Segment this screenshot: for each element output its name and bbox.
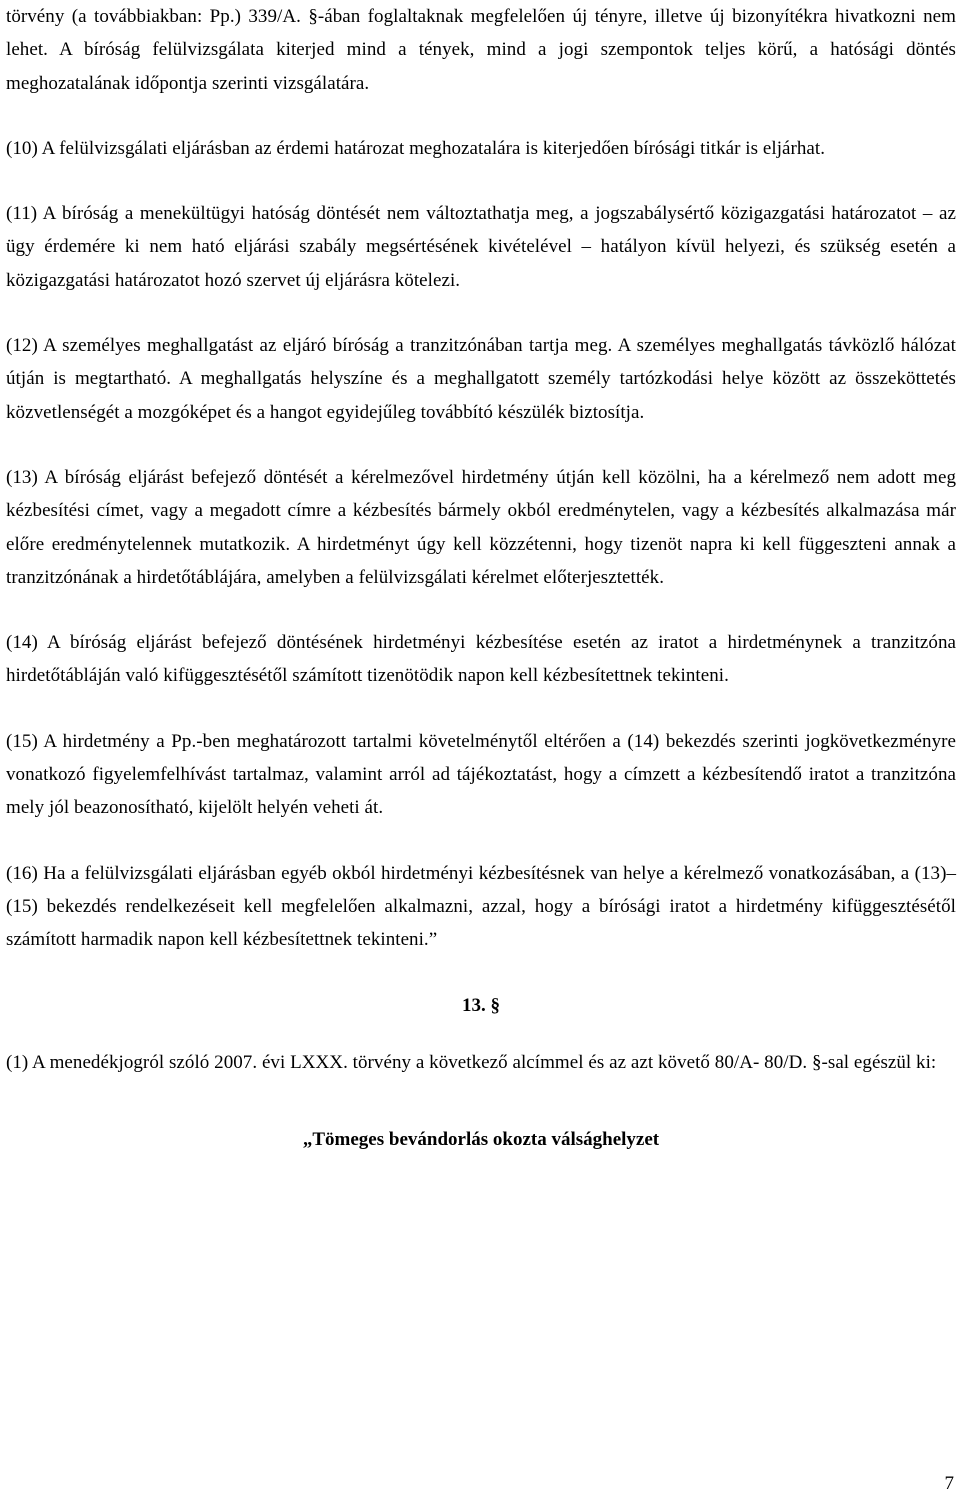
paragraph-continuation: törvény (a továbbiakban: Pp.) 339/A. §-ában foglaltaknak megfelelően új tényre, illetve új bizonyítékra hivatkozni nem lehet. A bíróság felülvizsgálata kiterjed mind a tények, mind a jogi szempontok teljes körű, a hatósági döntés meghozatalának időpontja szerinti vizsgálatára. <box>6 6 956 94</box>
paragraph-gap <box>6 429 956 461</box>
paragraph-gap <box>6 297 956 329</box>
paragraph-gap <box>6 1079 956 1123</box>
page-number: 7 <box>944 1473 954 1494</box>
paragraph-13: (13) A bíróság eljárást befejező döntését a kérelmezővel hirdetmény útján kell közölni, ha a kérelmező nem adott meg kézbesítési címet, vagy a megadott címre a kézbesítés bármely okból eredménytelen, vagy a kézbesítés alkalmazása már előre eredménytelennek mutatkozik. A hirdetményt úgy kell közzétenni, hogy tizenöt napra ki kell függeszteni annak a tranzitzónának a hirdetőtáblájára, amelyben a felülvizsgálati kérelmet előterjesztették. <box>6 466 956 588</box>
section-paragraph: (1) A menedékjogról szóló 2007. évi LXXX. törvény a következő alcímmel és az azt követő 80/A- 80/D. §-sal egészül ki: <box>6 1051 937 1073</box>
document-page <box>6 0 956 1156</box>
paragraph-gap <box>6 957 956 989</box>
section-number: 13. § <box>462 994 500 1016</box>
paragraph-gap <box>6 165 956 197</box>
paragraph-gap <box>6 594 956 626</box>
paragraph-gap <box>6 693 956 725</box>
paragraph-14: (14) A bíróság eljárást befejező döntésének hirdetményi kézbesítése esetén az iratot a hirdetménynek a tranzitzóna hirdetőtábláján való kifüggesztésétől számított tizenötödik napon kell kézbesítettnek tekinteni. <box>6 632 956 687</box>
paragraph-16: (16) Ha a felülvizsgálati eljárásban egyéb okból hirdetményi kézbesítésnek van helye a kérelmező vonatkozásában, a (13)–(15) bekezdés rendelkezéseit kell megfelelően alkalmazni, azzal, hogy a bírósági iratot a hirdetmény kifüggesztésétől számított harmadik napon kell kézbesítettnek tekinteni.” <box>6 862 956 951</box>
paragraph-12: (12) A személyes meghallgatást az eljáró bíróság a tranzitzónában tartja meg. A személyes meghallgatás távközlő hálózat útján is megtartható. A meghallgatás helyszíne és a meghallgatott személy tartózkodási helye között az összeköttetés közvetlenségét a mozgóképet és a hangot egyidejűleg továbbító készülék biztosítja. <box>6 335 956 423</box>
subtitle-heading: „Tömeges bevándorlás okozta válsághelyzet <box>302 1128 660 1150</box>
paragraph-gap <box>6 825 956 857</box>
paragraph-11: (11) A bíróság a menekültügyi hatóság döntését nem változtathatja meg, a jogszabálysértő közigazgatási határozatot ‒ az ügy érdemére ki nem ható eljárási szabály megsértésének kivételével ‒ hatályon kívül helyezi, és szükség esetén a közigazgatási határozatot hozó szervet új eljárásra kötelezi. <box>6 203 956 291</box>
paragraph-10: (10) A felülvizsgálati eljárásban az érdemi határozat meghozatalára is kiterjedően bírósági titkár is eljárhat. <box>6 137 826 159</box>
paragraph-gap <box>6 100 956 132</box>
paragraph-gap <box>6 1022 956 1046</box>
paragraph-15: (15) A hirdetmény a Pp.-ben meghatározott tartalmi követelménytől eltérően a (14) bekezdés szerinti jogkövetkezményre vonatkozó figyelemfelhívást tartalmaz, valamint arról ad tájékoztatást, hogy a címzett a kézbesítendő iratot a tranzitzóna mely jól beazonosítható, kijelölt helyén veheti át. <box>6 730 956 819</box>
